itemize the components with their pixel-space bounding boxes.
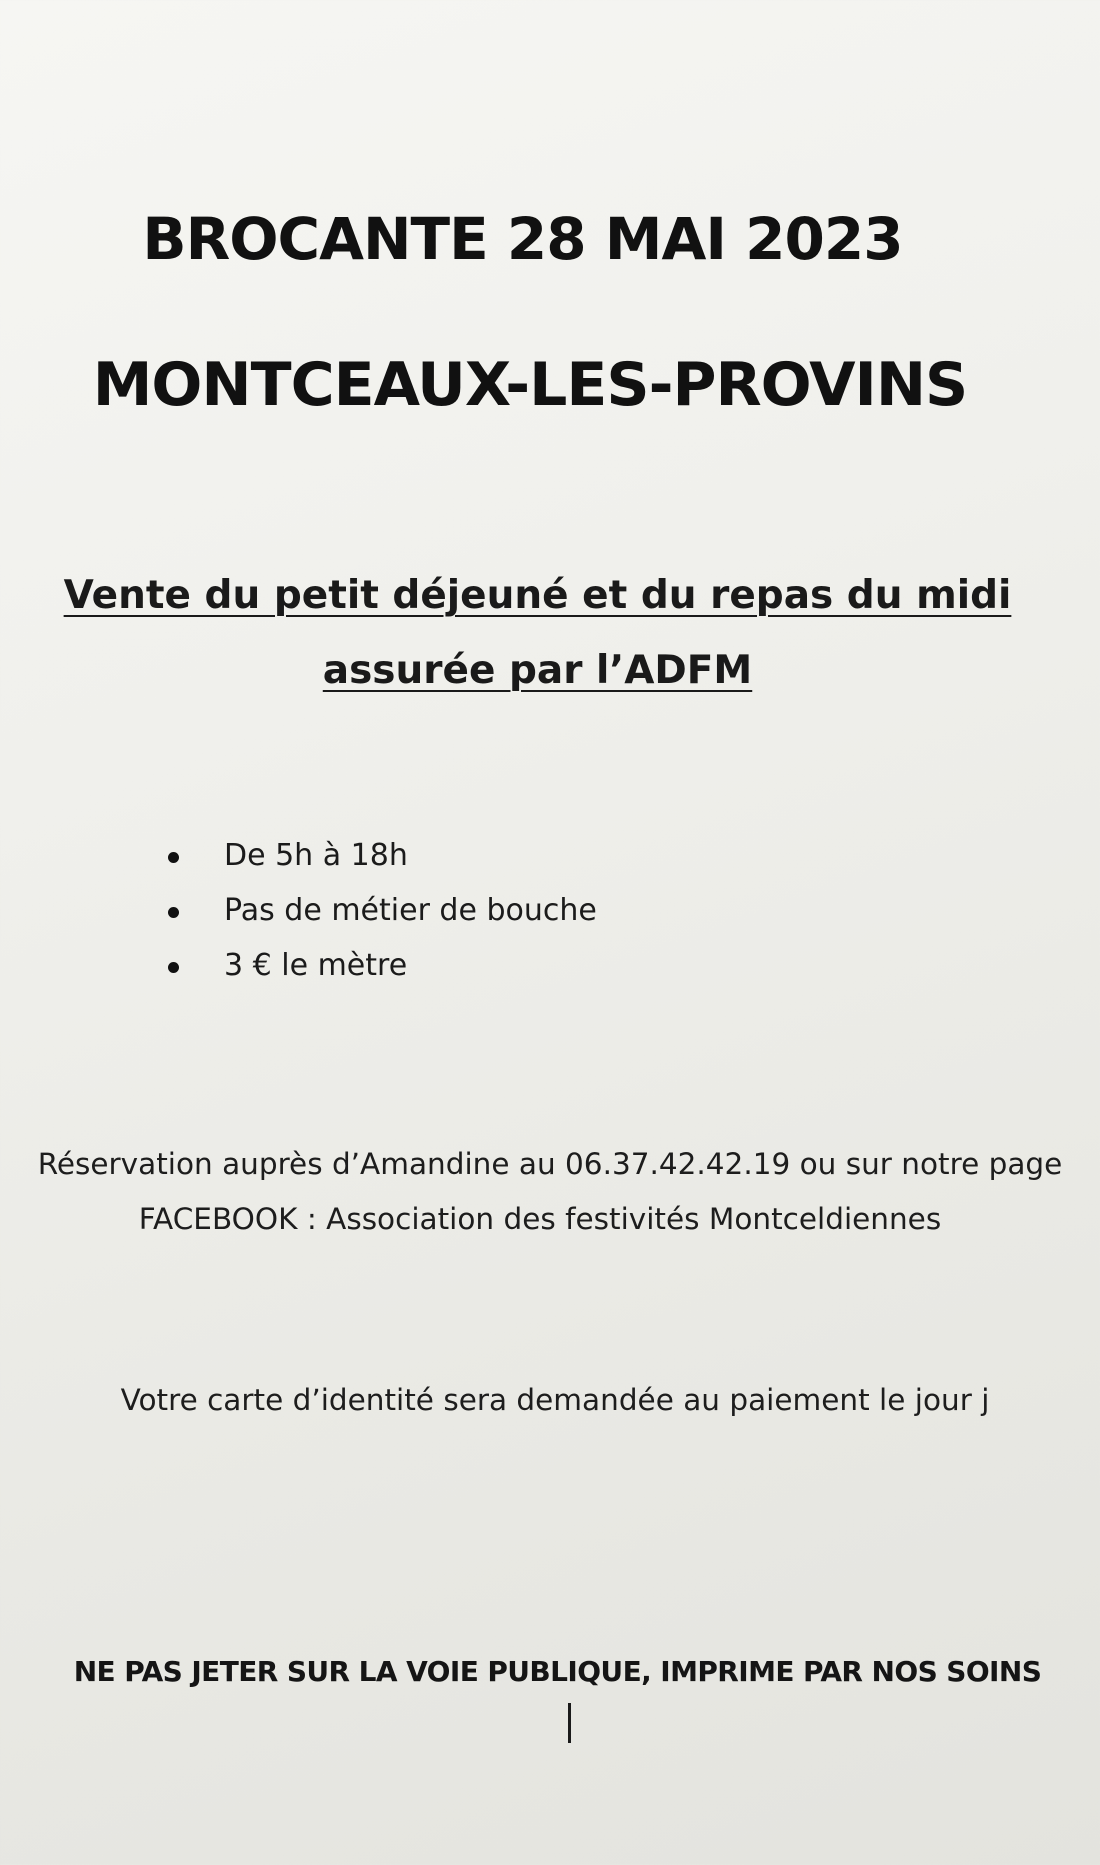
reservation-line-2: FACEBOOK : Association des festivités Montceldiennes (138, 1202, 942, 1236)
list-item-label: 3 € le mètre (224, 948, 408, 983)
list-item-no-food-trade (160, 893, 597, 948)
details-list (160, 838, 597, 1003)
bullet-icon (168, 907, 179, 918)
list-item-hours (160, 838, 597, 893)
footer-notice: NE PAS JETER SUR LA VOIE PUBLIQUE, IMPRIME PAR NOS SOINS (73, 1655, 1042, 1688)
list-item-label: Pas de métier de bouche (224, 893, 597, 928)
id-card-notice: Votre carte d’identité sera demandée au paiement le jour j (120, 1383, 990, 1417)
food-sale-line-2: assurée par l’ADFM (322, 648, 753, 693)
event-location: MONTCEAUX-LES-PROVINS (92, 350, 968, 420)
bullet-icon (168, 852, 179, 863)
list-item-price (160, 948, 597, 1003)
list-item-label: De 5h à 18h (224, 838, 408, 873)
event-title: BROCANTE 28 MAI 2023 (142, 205, 903, 273)
reservation-line-1: Réservation auprès d’Amandine au 06.37.42.42.19 ou sur notre page (37, 1147, 1063, 1181)
text-cursor-mark (568, 1703, 571, 1743)
bullet-icon (168, 962, 179, 973)
food-sale-line-1: Vente du petit déjeuné et du repas du midi (63, 573, 1012, 618)
